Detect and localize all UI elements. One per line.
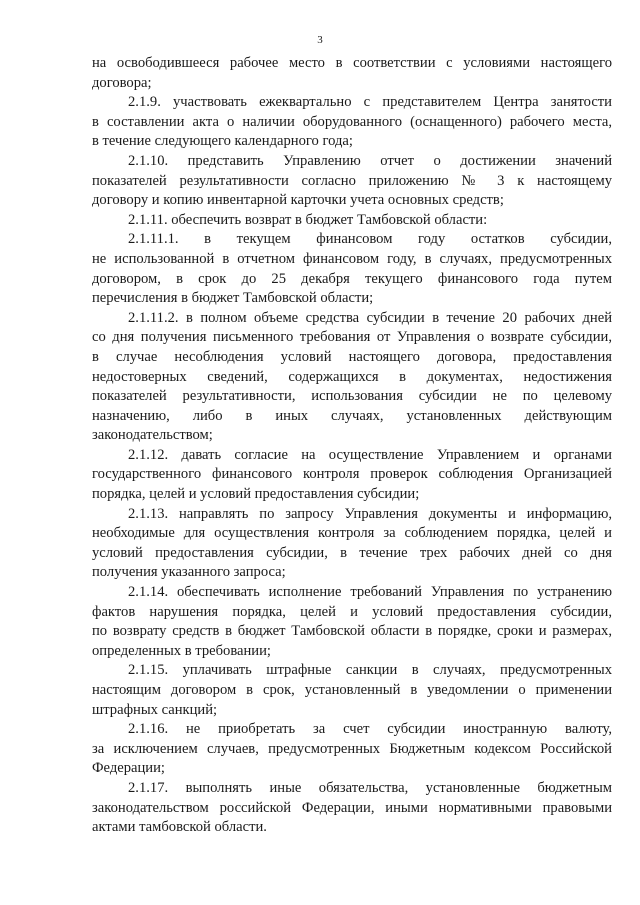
paragraph-p-2-1-11-1 xyxy=(92,230,612,308)
paragraph-line: порядка, целей и условий предоставления субсидии; xyxy=(92,486,420,503)
paragraph-line: Федерации; xyxy=(92,760,165,777)
paragraph-line: 2.1.15. уплачивать штрафные санкции в случаях, предусмотренных xyxy=(128,662,612,679)
paragraph-line: определенных в требовании; xyxy=(92,642,271,659)
paragraph-p-2-1-17 xyxy=(92,779,612,838)
document-body xyxy=(92,54,612,838)
paragraph-line: 2.1.12. давать согласие на осуществление Управлением и органами xyxy=(128,446,612,463)
paragraph-p-2-1-12 xyxy=(92,446,612,505)
paragraph-line: показателей результативности, использования субсидии не по целевому xyxy=(92,388,612,405)
paragraph-line: штрафных санкций; xyxy=(92,701,218,718)
paragraph-p-2-1-9 xyxy=(92,93,612,152)
paragraph-p-2-1-14 xyxy=(92,583,612,661)
paragraph-line: назначению, либо в иных случаях, установленных действующим xyxy=(92,407,612,424)
paragraph-line: 2.1.14. обеспечивать исполнение требований Управления по устранению xyxy=(128,584,612,601)
paragraph-line: по возврату средств в бюджет Тамбовской области в порядке, сроки и размерах, xyxy=(92,623,612,640)
paragraph-p-2-1-15 xyxy=(92,661,612,720)
paragraph-line: договору и копию инвентарной карточки учета основных средств; xyxy=(92,192,504,209)
paragraph-line: 2.1.11.1. в текущем финансовом году остатков субсидии, xyxy=(128,231,612,248)
paragraph-line: условий предоставления субсидии, в течение трех рабочих дней со дня xyxy=(92,544,612,561)
paragraph-line: за исключением случаев, предусмотренных Бюджетным кодексом Российской xyxy=(92,740,612,757)
paragraph-p-2-1-13 xyxy=(92,505,612,583)
paragraph-line: договора; xyxy=(92,74,152,91)
paragraph-line: перечисления в бюджет Тамбовской области; xyxy=(92,290,374,307)
paragraph-p-2-1-10 xyxy=(92,152,612,211)
paragraph-line: в течение следующего календарного года; xyxy=(92,133,353,150)
paragraph-line: показателей результативности согласно приложению № 3 к настоящему xyxy=(92,172,612,189)
paragraph-line: государственного финансового контроля проверок соблюдения Организацией xyxy=(92,466,612,483)
paragraph-line: в случае несоблюдения условий настоящего договора, предоставления xyxy=(92,348,612,365)
page-number: 3 xyxy=(317,34,323,46)
paragraph-p-2-1-16 xyxy=(92,720,612,779)
paragraph-line: получения указанного запроса; xyxy=(92,564,286,581)
paragraph-line: настоящим договором в срок, установленный в уведомлении о применении xyxy=(92,682,612,698)
paragraph-line: недостоверных сведений, содержащихся в документах, недостижения xyxy=(92,368,612,385)
paragraph-line: в составлении акта о наличии оборудованного (оснащенного) рабочего места, xyxy=(92,113,612,130)
paragraph-line: договором, в срок до 25 декабря текущего финансового года путем xyxy=(92,270,612,287)
paragraph-line: не использованной в отчетном финансовом году, в случаях, предусмотренных xyxy=(92,250,612,267)
paragraph-line: актами тамбовской области. xyxy=(92,819,267,836)
paragraph-p-2-1-11 xyxy=(92,211,612,231)
paragraph-line: законодательством российской Федерации, иными нормативными правовыми xyxy=(92,799,612,816)
paragraph-line: 2.1.11.2. в полном объеме средства субсидии в течение 20 рабочих дней xyxy=(128,309,612,326)
paragraph-line: со дня получения письменного требования от Управления о возврате субсидии, xyxy=(92,329,612,346)
paragraph-p-2-1-11-2 xyxy=(92,309,612,446)
paragraph-line: на освободившееся рабочее место в соответствии с условиями настоящего xyxy=(92,55,612,71)
paragraph-line: 2.1.11. обеспечить возврат в бюджет Тамбовской области: xyxy=(128,211,488,228)
paragraph-line: 2.1.9. участвовать ежеквартально с представителем Центра занятости xyxy=(128,94,612,111)
paragraph-line: 2.1.17. выполнять иные обязательства, установленные бюджетным xyxy=(128,779,612,796)
paragraph-line: законодательством; xyxy=(92,427,213,444)
paragraph-line: фактов нарушения порядка, целей и условий предоставления субсидии, xyxy=(92,603,612,620)
paragraph-line: необходимые для осуществления контроля за соблюдением порядка, целей и xyxy=(92,525,612,542)
paragraph-line: 2.1.16. не приобретать за счет субсидии иностранную валюту, xyxy=(128,721,612,738)
paragraph-line: 2.1.13. направлять по запросу Управления документы и информацию, xyxy=(128,505,612,522)
paragraph-p-cont xyxy=(92,54,612,93)
paragraph-line: 2.1.10. представить Управлению отчет о достижении значений xyxy=(128,152,612,169)
